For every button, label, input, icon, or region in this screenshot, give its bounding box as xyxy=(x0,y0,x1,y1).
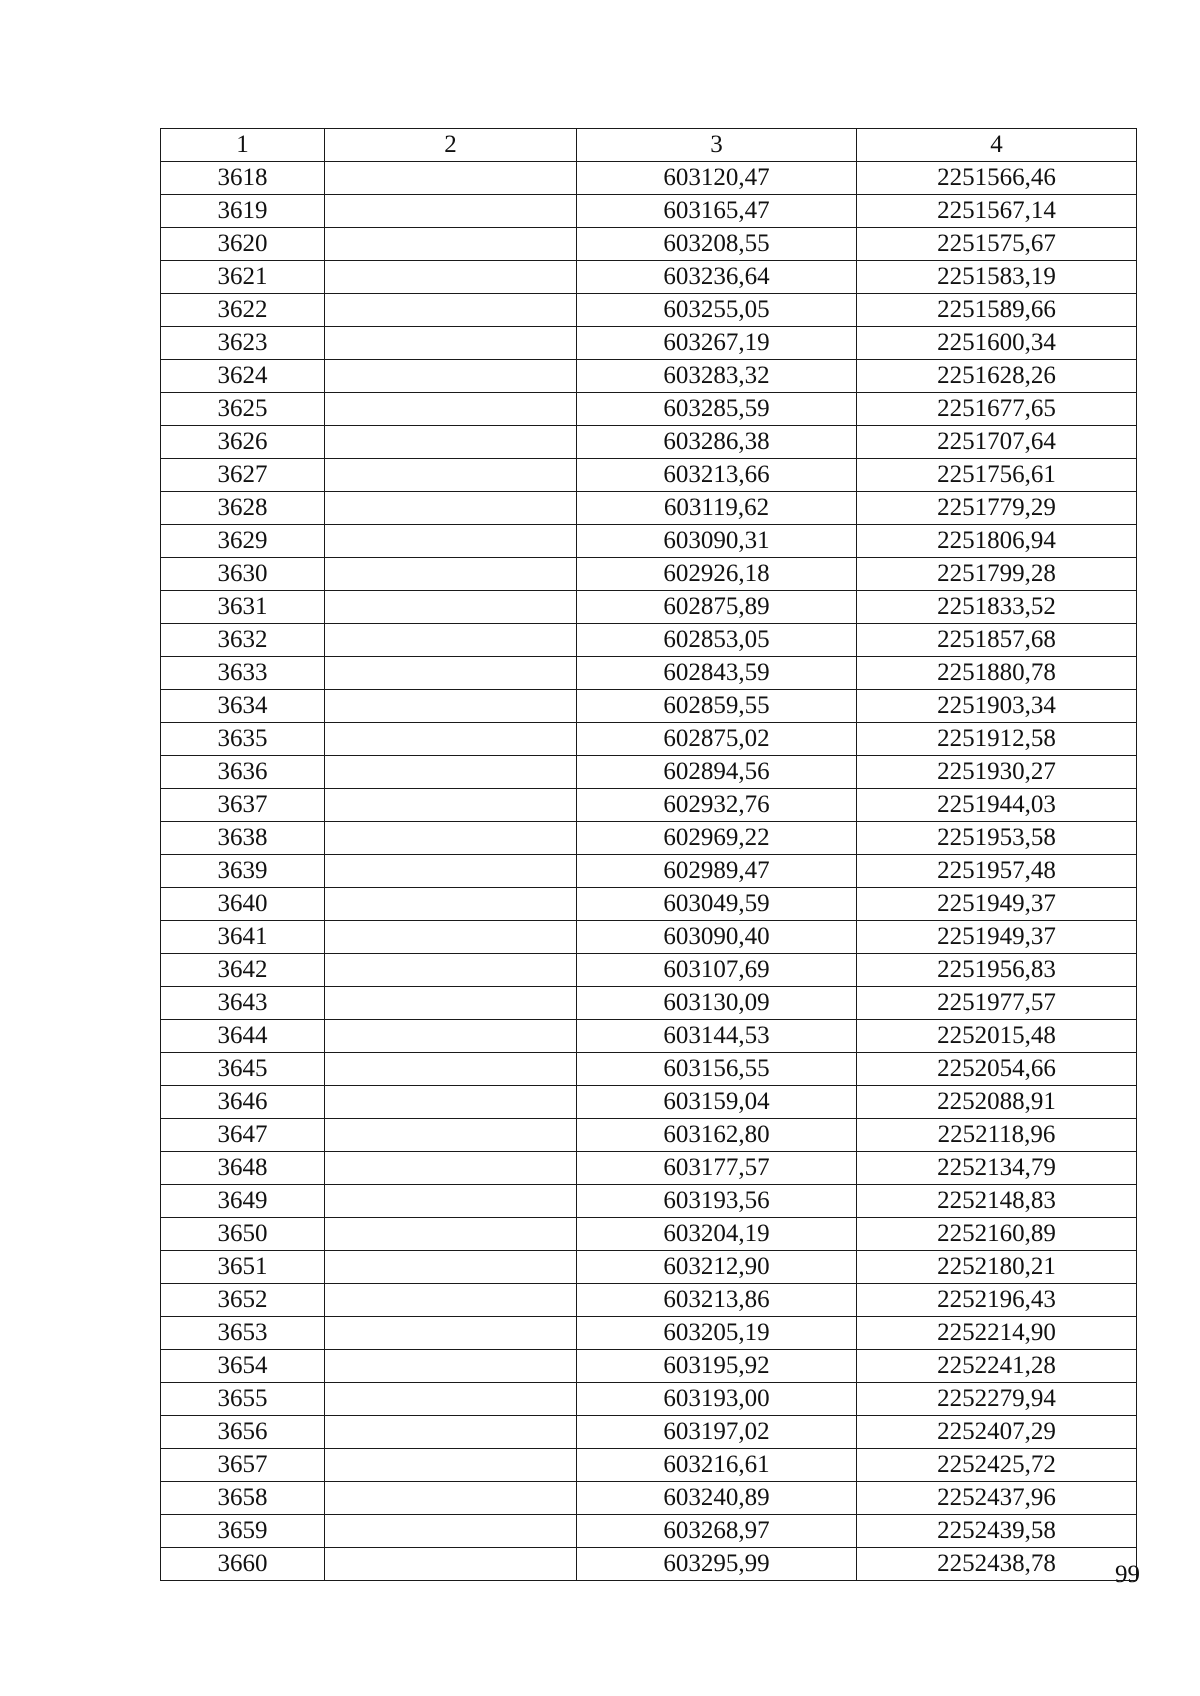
table-row xyxy=(161,195,1137,228)
column-2-cell xyxy=(325,294,577,327)
point-number-cell: 3626 xyxy=(161,426,325,459)
table-row xyxy=(161,327,1137,360)
table-row xyxy=(161,954,1137,987)
column-3-cell: 603216,61 xyxy=(577,1449,857,1482)
column-2-cell xyxy=(325,690,577,723)
column-4-cell: 2251575,67 xyxy=(857,228,1137,261)
point-number-cell: 3643 xyxy=(161,987,325,1020)
column-4-cell: 2251566,46 xyxy=(857,162,1137,195)
point-number-cell: 3627 xyxy=(161,459,325,492)
column-4-cell: 2252088,91 xyxy=(857,1086,1137,1119)
column-3-cell: 603193,00 xyxy=(577,1383,857,1416)
column-4-cell: 2252118,96 xyxy=(857,1119,1137,1152)
column-2-cell xyxy=(325,1350,577,1383)
column-2-cell xyxy=(325,1416,577,1449)
column-3-cell: 603193,56 xyxy=(577,1185,857,1218)
column-4-cell: 2251857,68 xyxy=(857,624,1137,657)
header-cell-2: 2 xyxy=(325,129,577,162)
point-number-cell: 3632 xyxy=(161,624,325,657)
point-number-cell: 3660 xyxy=(161,1548,325,1581)
column-2-cell xyxy=(325,1086,577,1119)
column-2-cell xyxy=(325,393,577,426)
point-number-cell: 3639 xyxy=(161,855,325,888)
column-3-cell: 603156,55 xyxy=(577,1053,857,1086)
column-3-cell: 603197,02 xyxy=(577,1416,857,1449)
column-3-cell: 603240,89 xyxy=(577,1482,857,1515)
column-4-cell: 2252015,48 xyxy=(857,1020,1137,1053)
point-number-cell: 3619 xyxy=(161,195,325,228)
column-3-cell: 602969,22 xyxy=(577,822,857,855)
column-4-cell: 2251628,26 xyxy=(857,360,1137,393)
point-number-cell: 3648 xyxy=(161,1152,325,1185)
column-2-cell xyxy=(325,1284,577,1317)
point-number-cell: 3620 xyxy=(161,228,325,261)
header-row xyxy=(161,129,1137,162)
table-row xyxy=(161,1053,1137,1086)
column-2-cell xyxy=(325,261,577,294)
column-4-cell: 2251779,29 xyxy=(857,492,1137,525)
header-cell-4: 4 xyxy=(857,129,1137,162)
coordinates-table xyxy=(160,128,1137,1581)
column-2-cell xyxy=(325,1383,577,1416)
point-number-cell: 3647 xyxy=(161,1119,325,1152)
column-4-cell: 2252134,79 xyxy=(857,1152,1137,1185)
column-4-cell: 2251806,94 xyxy=(857,525,1137,558)
point-number-cell: 3653 xyxy=(161,1317,325,1350)
point-number-cell: 3633 xyxy=(161,657,325,690)
point-number-cell: 3634 xyxy=(161,690,325,723)
column-3-cell: 603213,66 xyxy=(577,459,857,492)
column-2-cell xyxy=(325,525,577,558)
table-row xyxy=(161,888,1137,921)
column-2-cell xyxy=(325,822,577,855)
column-4-cell: 2251600,34 xyxy=(857,327,1137,360)
table-row xyxy=(161,261,1137,294)
column-4-cell: 2251583,19 xyxy=(857,261,1137,294)
table-row xyxy=(161,525,1137,558)
column-3-cell: 603090,31 xyxy=(577,525,857,558)
column-2-cell xyxy=(325,492,577,525)
column-3-cell: 603213,86 xyxy=(577,1284,857,1317)
column-3-cell: 603268,97 xyxy=(577,1515,857,1548)
column-3-cell: 602932,76 xyxy=(577,789,857,822)
column-2-cell xyxy=(325,360,577,393)
column-2-cell xyxy=(325,1515,577,1548)
column-3-cell: 602853,05 xyxy=(577,624,857,657)
column-4-cell: 2252439,58 xyxy=(857,1515,1137,1548)
column-4-cell: 2251707,64 xyxy=(857,426,1137,459)
column-2-cell xyxy=(325,756,577,789)
table-row xyxy=(161,921,1137,954)
column-2-cell xyxy=(325,1020,577,1053)
table-row xyxy=(161,723,1137,756)
point-number-cell: 3623 xyxy=(161,327,325,360)
header-cell-3: 3 xyxy=(577,129,857,162)
point-number-cell: 3621 xyxy=(161,261,325,294)
column-3-cell: 603107,69 xyxy=(577,954,857,987)
column-4-cell: 2252438,78 xyxy=(857,1548,1137,1581)
column-3-cell: 602894,56 xyxy=(577,756,857,789)
column-2-cell xyxy=(325,327,577,360)
table-row xyxy=(161,228,1137,261)
column-3-cell: 603295,99 xyxy=(577,1548,857,1581)
column-2-cell xyxy=(325,723,577,756)
column-3-cell: 602875,89 xyxy=(577,591,857,624)
column-4-cell: 2252407,29 xyxy=(857,1416,1137,1449)
column-3-cell: 602989,47 xyxy=(577,855,857,888)
column-4-cell: 2252425,72 xyxy=(857,1449,1137,1482)
column-2-cell xyxy=(325,1482,577,1515)
column-2-cell xyxy=(325,162,577,195)
column-3-cell: 602875,02 xyxy=(577,723,857,756)
point-number-cell: 3652 xyxy=(161,1284,325,1317)
column-3-cell: 603208,55 xyxy=(577,228,857,261)
column-4-cell: 2251903,34 xyxy=(857,690,1137,723)
table-row xyxy=(161,1284,1137,1317)
point-number-cell: 3636 xyxy=(161,756,325,789)
column-2-cell xyxy=(325,987,577,1020)
column-3-cell: 602859,55 xyxy=(577,690,857,723)
table-row xyxy=(161,822,1137,855)
table-row xyxy=(161,360,1137,393)
column-3-cell: 603195,92 xyxy=(577,1350,857,1383)
column-4-cell: 2251930,27 xyxy=(857,756,1137,789)
table-row xyxy=(161,1482,1137,1515)
point-number-cell: 3650 xyxy=(161,1218,325,1251)
column-2-cell xyxy=(325,426,577,459)
table-row xyxy=(161,756,1137,789)
column-3-cell: 603120,47 xyxy=(577,162,857,195)
point-number-cell: 3635 xyxy=(161,723,325,756)
point-number-cell: 3642 xyxy=(161,954,325,987)
column-2-cell xyxy=(325,624,577,657)
column-2-cell xyxy=(325,789,577,822)
column-4-cell: 2251949,37 xyxy=(857,888,1137,921)
column-2-cell xyxy=(325,1053,577,1086)
column-3-cell: 603165,47 xyxy=(577,195,857,228)
column-4-cell: 2252241,28 xyxy=(857,1350,1137,1383)
column-2-cell xyxy=(325,1218,577,1251)
column-4-cell: 2251677,65 xyxy=(857,393,1137,426)
table-row xyxy=(161,789,1137,822)
table-row xyxy=(161,492,1137,525)
point-number-cell: 3656 xyxy=(161,1416,325,1449)
column-4-cell: 2251589,66 xyxy=(857,294,1137,327)
table-row xyxy=(161,1218,1137,1251)
table-row xyxy=(161,393,1137,426)
column-2-cell xyxy=(325,558,577,591)
column-2-cell xyxy=(325,1152,577,1185)
column-4-cell: 2252160,89 xyxy=(857,1218,1137,1251)
column-2-cell xyxy=(325,459,577,492)
column-3-cell: 603159,04 xyxy=(577,1086,857,1119)
column-4-cell: 2251977,57 xyxy=(857,987,1137,1020)
column-4-cell: 2251944,03 xyxy=(857,789,1137,822)
point-number-cell: 3625 xyxy=(161,393,325,426)
column-4-cell: 2251833,52 xyxy=(857,591,1137,624)
column-4-cell: 2252196,43 xyxy=(857,1284,1137,1317)
column-2-cell xyxy=(325,1119,577,1152)
column-4-cell: 2251957,48 xyxy=(857,855,1137,888)
column-3-cell: 603162,80 xyxy=(577,1119,857,1152)
point-number-cell: 3658 xyxy=(161,1482,325,1515)
point-number-cell: 3624 xyxy=(161,360,325,393)
column-4-cell: 2252437,96 xyxy=(857,1482,1137,1515)
point-number-cell: 3657 xyxy=(161,1449,325,1482)
page-number: 99 xyxy=(1115,1561,1140,1588)
column-3-cell: 603090,40 xyxy=(577,921,857,954)
column-4-cell: 2251912,58 xyxy=(857,723,1137,756)
table-row xyxy=(161,690,1137,723)
table-row xyxy=(161,426,1137,459)
point-number-cell: 3655 xyxy=(161,1383,325,1416)
column-3-cell: 603286,38 xyxy=(577,426,857,459)
table-row xyxy=(161,1449,1137,1482)
column-4-cell: 2251567,14 xyxy=(857,195,1137,228)
table-row xyxy=(161,294,1137,327)
column-4-cell: 2251956,83 xyxy=(857,954,1137,987)
table-body xyxy=(161,162,1137,1581)
column-2-cell xyxy=(325,228,577,261)
table-row xyxy=(161,657,1137,690)
column-4-cell: 2251880,78 xyxy=(857,657,1137,690)
point-number-cell: 3638 xyxy=(161,822,325,855)
column-3-cell: 603204,19 xyxy=(577,1218,857,1251)
column-2-cell xyxy=(325,1449,577,1482)
column-4-cell: 2252214,90 xyxy=(857,1317,1137,1350)
column-3-cell: 603144,53 xyxy=(577,1020,857,1053)
table-row xyxy=(161,459,1137,492)
table-row xyxy=(161,855,1137,888)
table-row xyxy=(161,987,1137,1020)
column-4-cell: 2251949,37 xyxy=(857,921,1137,954)
point-number-cell: 3654 xyxy=(161,1350,325,1383)
column-3-cell: 602926,18 xyxy=(577,558,857,591)
table-row xyxy=(161,1548,1137,1581)
column-2-cell xyxy=(325,921,577,954)
column-4-cell: 2252148,83 xyxy=(857,1185,1137,1218)
table-row xyxy=(161,1416,1137,1449)
table-row xyxy=(161,1152,1137,1185)
column-2-cell xyxy=(325,954,577,987)
table-row xyxy=(161,1185,1137,1218)
column-4-cell: 2251756,61 xyxy=(857,459,1137,492)
column-2-cell xyxy=(325,855,577,888)
column-2-cell xyxy=(325,195,577,228)
column-3-cell: 603283,32 xyxy=(577,360,857,393)
table-row xyxy=(161,591,1137,624)
column-2-cell xyxy=(325,1317,577,1350)
point-number-cell: 3622 xyxy=(161,294,325,327)
point-number-cell: 3651 xyxy=(161,1251,325,1284)
column-4-cell: 2252279,94 xyxy=(857,1383,1137,1416)
column-3-cell: 603267,19 xyxy=(577,327,857,360)
column-3-cell: 603285,59 xyxy=(577,393,857,426)
column-4-cell: 2252180,21 xyxy=(857,1251,1137,1284)
column-3-cell: 603212,90 xyxy=(577,1251,857,1284)
column-3-cell: 603119,62 xyxy=(577,492,857,525)
table-row xyxy=(161,1251,1137,1284)
column-2-cell xyxy=(325,657,577,690)
point-number-cell: 3645 xyxy=(161,1053,325,1086)
column-4-cell: 2252054,66 xyxy=(857,1053,1137,1086)
table-row xyxy=(161,1350,1137,1383)
point-number-cell: 3618 xyxy=(161,162,325,195)
column-3-cell: 602843,59 xyxy=(577,657,857,690)
column-3-cell: 603205,19 xyxy=(577,1317,857,1350)
column-2-cell xyxy=(325,1548,577,1581)
column-2-cell xyxy=(325,888,577,921)
point-number-cell: 3644 xyxy=(161,1020,325,1053)
column-4-cell: 2251953,58 xyxy=(857,822,1137,855)
header-cell-1: 1 xyxy=(161,129,325,162)
column-2-cell xyxy=(325,1251,577,1284)
point-number-cell: 3631 xyxy=(161,591,325,624)
table-row xyxy=(161,1515,1137,1548)
column-3-cell: 603049,59 xyxy=(577,888,857,921)
column-3-cell: 603255,05 xyxy=(577,294,857,327)
table-row xyxy=(161,162,1137,195)
table-row xyxy=(161,1020,1137,1053)
table-row xyxy=(161,1317,1137,1350)
point-number-cell: 3640 xyxy=(161,888,325,921)
point-number-cell: 3637 xyxy=(161,789,325,822)
table-row xyxy=(161,1086,1137,1119)
point-number-cell: 3659 xyxy=(161,1515,325,1548)
table-row xyxy=(161,1383,1137,1416)
table-row xyxy=(161,558,1137,591)
table-row xyxy=(161,624,1137,657)
column-3-cell: 603177,57 xyxy=(577,1152,857,1185)
point-number-cell: 3646 xyxy=(161,1086,325,1119)
point-number-cell: 3628 xyxy=(161,492,325,525)
column-3-cell: 603236,64 xyxy=(577,261,857,294)
column-2-cell xyxy=(325,591,577,624)
column-3-cell: 603130,09 xyxy=(577,987,857,1020)
column-2-cell xyxy=(325,1185,577,1218)
point-number-cell: 3630 xyxy=(161,558,325,591)
point-number-cell: 3641 xyxy=(161,921,325,954)
point-number-cell: 3649 xyxy=(161,1185,325,1218)
point-number-cell: 3629 xyxy=(161,525,325,558)
column-4-cell: 2251799,28 xyxy=(857,558,1137,591)
table-row xyxy=(161,1119,1137,1152)
